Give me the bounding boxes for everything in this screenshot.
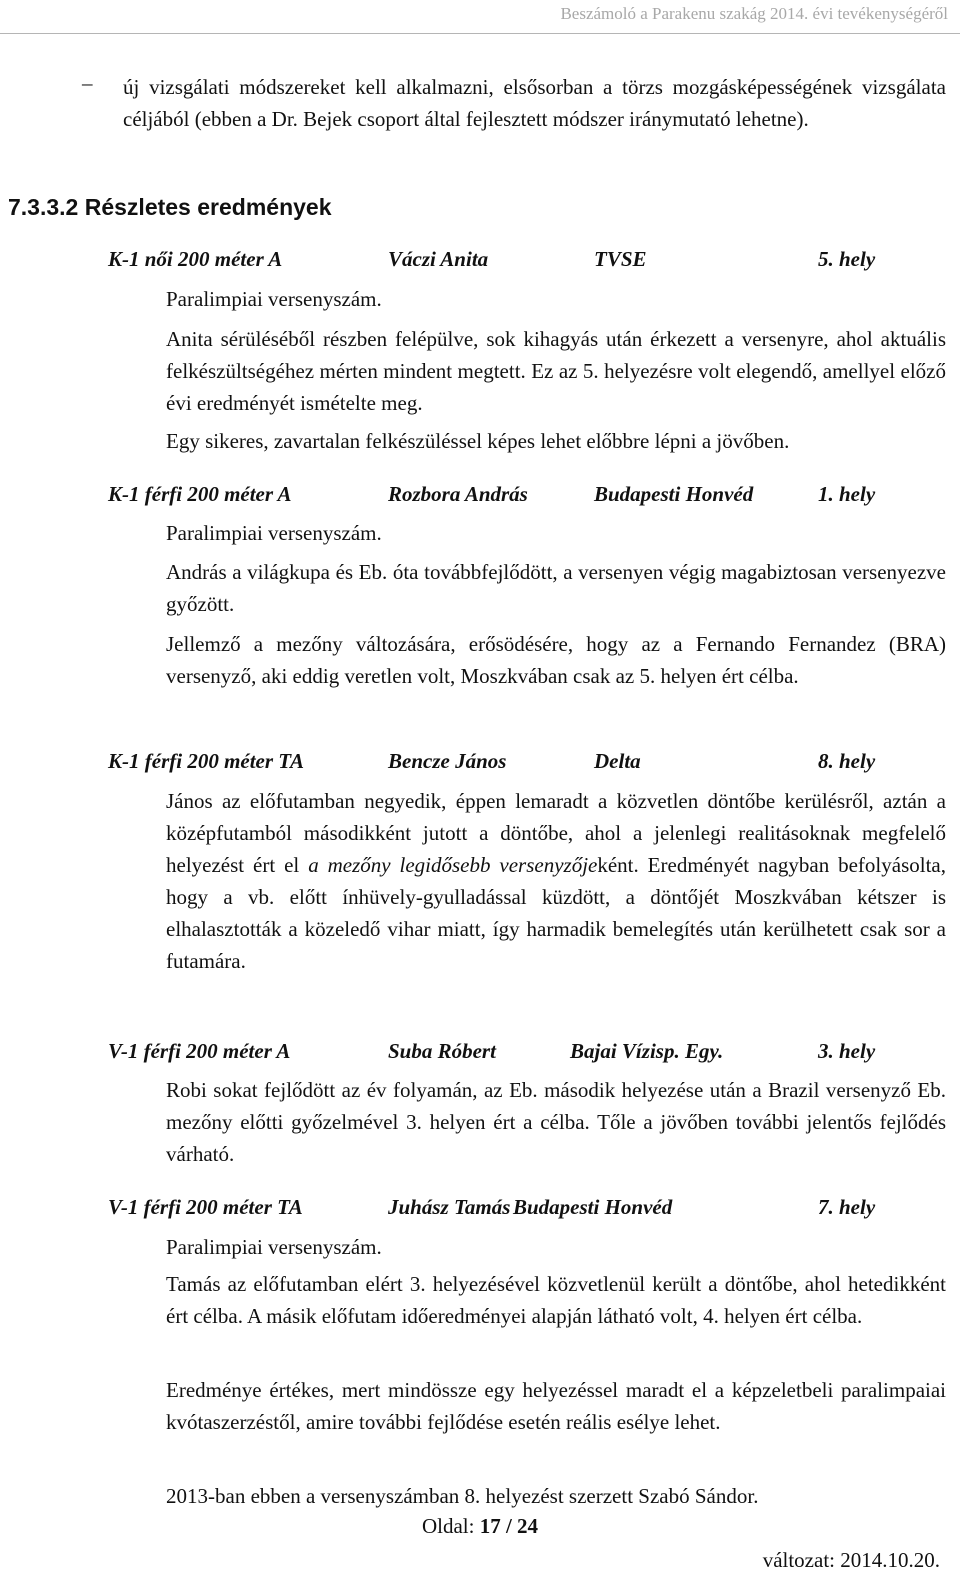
result-row [108, 478, 908, 510]
athlete-name: Juhász Tamás [388, 1195, 511, 1219]
club-name: Bajai Vízisp. Egy. [570, 1039, 724, 1063]
italic-emphasis: a mezőny legidősebb versenyzője [308, 853, 598, 877]
section-number: 7.3.3.2 [8, 194, 79, 220]
event-note: Paralimpiai versenyszám. [166, 521, 382, 545]
result-row [108, 1035, 908, 1067]
placement: 5. hely [818, 247, 876, 271]
placement: 8. hely [818, 749, 876, 773]
club-name: Delta [594, 749, 641, 773]
athlete-name: Rozbora András [388, 482, 528, 506]
entry-paragraph: Egy sikeres, zavartalan felkészüléssel képes lehet előbbre lépni a jövőben. [166, 429, 790, 453]
version-label: változat: 2014.10.20. [762, 1548, 940, 1572]
placement: 7. hely [818, 1195, 876, 1219]
entry-paragraph [166, 785, 946, 977]
result-row [108, 745, 908, 777]
entry-paragraph: Jellemző a mezőny változására, erősödésére, hogy az a Fernando Fernandez (BRA) versenyző, aki eddig veretlen volt, Moszkvában csak az 5. helyen ért célba. [166, 632, 946, 688]
placement: 3. hely [818, 1039, 876, 1063]
header-divider [0, 33, 960, 34]
intro-bullet-text: új vizsgálati módszereket kell alkalmazni, elsősorban a törzs mozgásképességének vizsgálata céljából (ebben a Dr. Bejek csoport által fejlesztett módszer iránymutató lehetne). [123, 75, 946, 131]
event-name: V-1 férfi 200 méter A [108, 1039, 291, 1063]
club-name: TVSE [594, 247, 647, 271]
event-name: K-1 női 200 méter A [108, 247, 283, 271]
result-row [108, 243, 908, 275]
event-note: Paralimpiai versenyszám. [166, 1235, 382, 1259]
placement: 1. hely [818, 482, 876, 506]
entry-paragraph: 2013-ban ebben a versenyszámban 8. helyezést szerzett Szabó Sándor. [166, 1484, 759, 1508]
athlete-name: Bencze János [388, 749, 507, 773]
entry-paragraph: Anita sérüléséből részben felépülve, sok kihagyás után érkezett a versenyre, ahol aktuális felkészültségéhez mérten mindent megtett. Ez az 5. helyezésre volt elegendő, amellyel előző évi eredményét ismételte meg. [166, 327, 946, 415]
result-row [108, 1191, 908, 1223]
event-name: K-1 férfi 200 méter A [108, 482, 292, 506]
athlete-name: Suba Róbert [388, 1039, 496, 1063]
club-name: Budapesti Honvéd [513, 1195, 673, 1219]
running-header: Beszámoló a Parakenu szakág 2014. évi tevékenységéről [560, 4, 948, 23]
event-note: Paralimpiai versenyszám. [166, 287, 382, 311]
entry-paragraph: Robi sokat fejlődött az év folyamán, az Eb. második helyezése után a Brazil versenyző Eb. mezőny előtti győzelmével 3. helyen ért a célba. Tőle a jövőben további jelentős fejlődés várható. [166, 1078, 946, 1166]
section-title: Részletes eredmények [84, 194, 332, 220]
page-value: 17 / 24 [479, 1514, 539, 1538]
athlete-name: Váczi Anita [388, 247, 489, 271]
paragraph-text: ként. Eredményét nagyban befolyásolta, hogy a vb. előtt ínhüvely-gyulladással küzdött, a döntőjét Moszkvában kétszer is elhalasztották a közeledő vihar miatt, így harmadik bemelegítés után kerülhetett csak sor a futamára. [166, 853, 946, 973]
page-number [0, 1514, 960, 1539]
section-heading [8, 191, 332, 223]
entry-paragraph: András a világkupa és Eb. óta továbbfejlődött, a versenyen végig magabiztosan versenyezve győzött. [166, 560, 946, 616]
event-name: K-1 férfi 200 méter TA [108, 749, 304, 773]
entry-paragraph: Tamás az előfutamban elért 3. helyezésével közvetlenül került a döntőbe, ahol hetedikként ért célba. A másik előfutam időeredményei alapján látható volt, 4. helyen ért célba. [166, 1272, 946, 1328]
club-name: Budapesti Honvéd [594, 482, 754, 506]
event-name: V-1 férfi 200 méter TA [108, 1195, 303, 1219]
page-label: Oldal: [421, 1514, 475, 1538]
bullet-dash: – [82, 71, 93, 95]
paragraph-text: János az előfutamban negyedik, éppen lemaradt a közvetlen döntőbe kerülésről, aztán a középfutamból másodikként jutott a döntőbe, ahol a jelenlegi realitásoknak megfelelő helyezést ért el [166, 789, 946, 877]
entry-paragraph: Eredménye értékes, mert mindössze egy helyezéssel maradt el a képzeletbeli paralimpaiai kvótaszerzéstől, amire további fejlődése esetén reális esélye lehet. [166, 1378, 946, 1434]
